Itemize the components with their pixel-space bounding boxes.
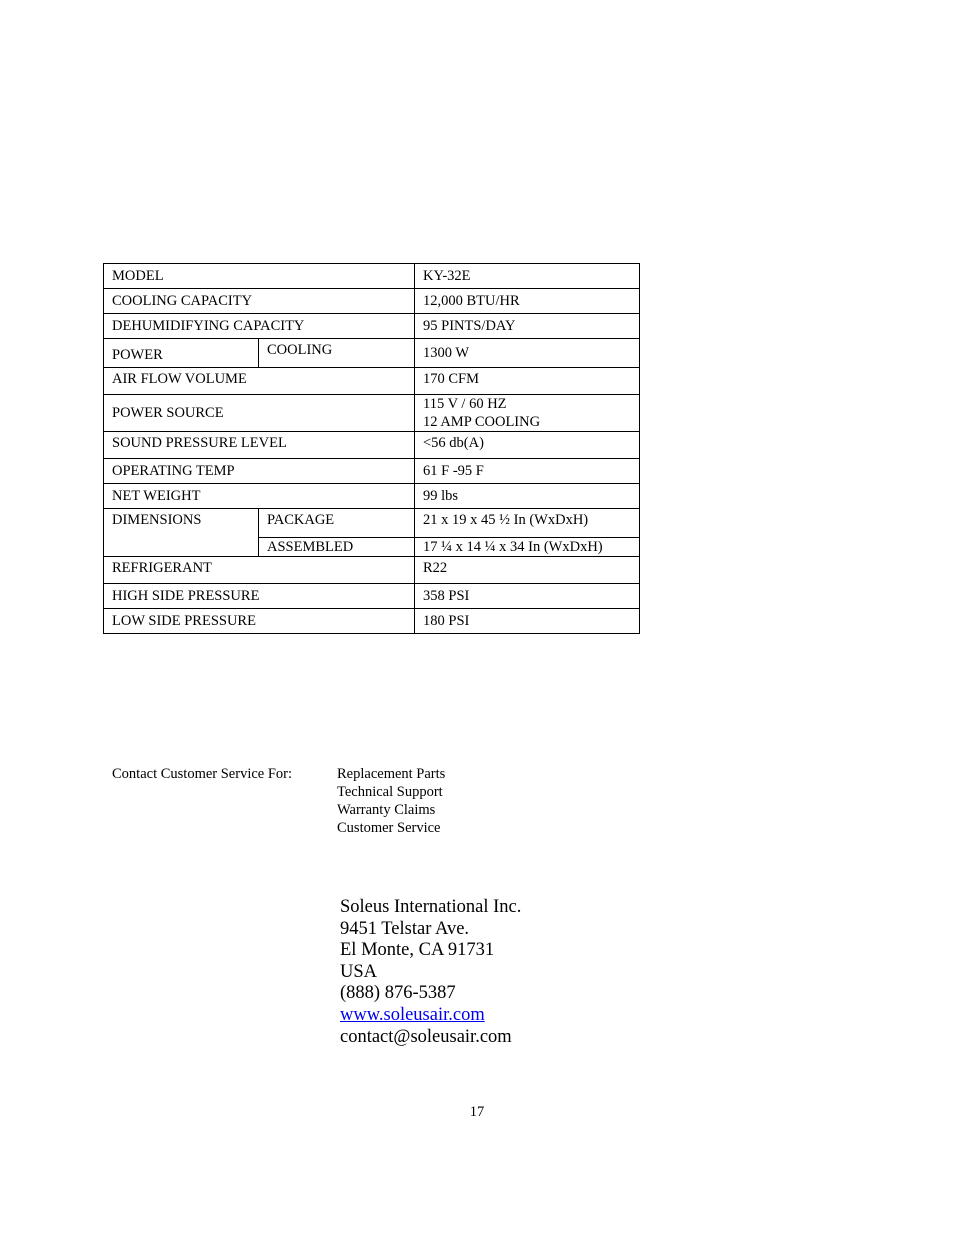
contact-service-list [337, 765, 445, 837]
spec-value: KY-32E [415, 264, 640, 289]
spec-label: MODEL [104, 264, 415, 289]
website-link[interactable]: www.soleusair.com [340, 1004, 485, 1025]
spec-label: REFRIGERANT [104, 557, 415, 584]
spec-label: DIMENSIONS [104, 509, 259, 557]
list-item: Technical Support [337, 784, 443, 800]
spec-label: DEHUMIDIFYING CAPACITY [104, 314, 415, 339]
spec-row-model [104, 264, 640, 289]
spec-value: 180 PSI [415, 609, 640, 634]
country: USA [340, 961, 378, 982]
spec-row-cooling-capacity [104, 289, 640, 314]
spec-row-refrigerant [104, 557, 640, 584]
contact-label: Contact Customer Service For: [112, 766, 293, 782]
spec-row-operating-temp [104, 459, 640, 484]
company-name: Soleus International Inc. [340, 897, 522, 917]
spec-row-power [104, 339, 640, 368]
spec-label: LOW SIDE PRESSURE [104, 609, 415, 634]
list-item: Warranty Claims [337, 802, 436, 818]
spec-row-sound-pressure-level [104, 432, 640, 459]
spec-row-net-weight [104, 484, 640, 509]
street-address: 9451 Telstar Ave. [340, 918, 470, 939]
spec-value [415, 395, 640, 432]
spec-value-line: 115 V / 60 HZ [423, 396, 507, 412]
list-item: Replacement Parts [337, 766, 446, 782]
spec-sub-label: PACKAGE [259, 509, 415, 538]
spec-value: 95 PINTS/DAY [415, 314, 640, 339]
spec-table [103, 263, 640, 634]
spec-value: R22 [415, 557, 640, 584]
city-state-zip: El Monte, CA 91731 [340, 940, 495, 961]
spec-sub-label: COOLING [259, 339, 415, 368]
spec-value: 170 CFM [415, 368, 640, 395]
spec-label: NET WEIGHT [104, 484, 415, 509]
phone-number: (888) 876-5387 [340, 983, 456, 1004]
spec-sub-label: ASSEMBLED [259, 538, 415, 557]
spec-label: POWER [104, 339, 259, 368]
spec-label: COOLING CAPACITY [104, 289, 415, 314]
page-number: 17 [469, 1104, 485, 1120]
spec-value: 61 F -95 F [415, 459, 640, 484]
spec-value-line: 12 AMP COOLING [423, 414, 541, 430]
spec-row-dimensions-package [104, 509, 640, 538]
spec-value: 17 ¼ x 14 ¼ x 34 In (WxDxH) [415, 538, 640, 557]
list-item: Customer Service [337, 820, 441, 836]
spec-row-power-source [104, 395, 640, 432]
spec-row-high-side-pressure [104, 584, 640, 609]
spec-label: SOUND PRESSURE LEVEL [104, 432, 415, 459]
spec-value: 358 PSI [415, 584, 640, 609]
spec-row-air-flow-volume [104, 368, 640, 395]
company-address [340, 897, 521, 1048]
spec-label: HIGH SIDE PRESSURE [104, 584, 415, 609]
spec-row-dehumidifying-capacity [104, 314, 640, 339]
spec-label: OPERATING TEMP [104, 459, 415, 484]
spec-value: 21 x 19 x 45 ½ In (WxDxH) [415, 509, 640, 538]
spec-label: AIR FLOW VOLUME [104, 368, 415, 395]
email-address: contact@soleusair.com [340, 1026, 512, 1047]
spec-row-low-side-pressure [104, 609, 640, 634]
spec-value: 99 lbs [415, 484, 640, 509]
spec-label: POWER SOURCE [104, 395, 415, 432]
spec-value: <56 db(A) [415, 432, 640, 459]
spec-value: 1300 W [415, 339, 640, 368]
spec-value: 12,000 BTU/HR [415, 289, 640, 314]
